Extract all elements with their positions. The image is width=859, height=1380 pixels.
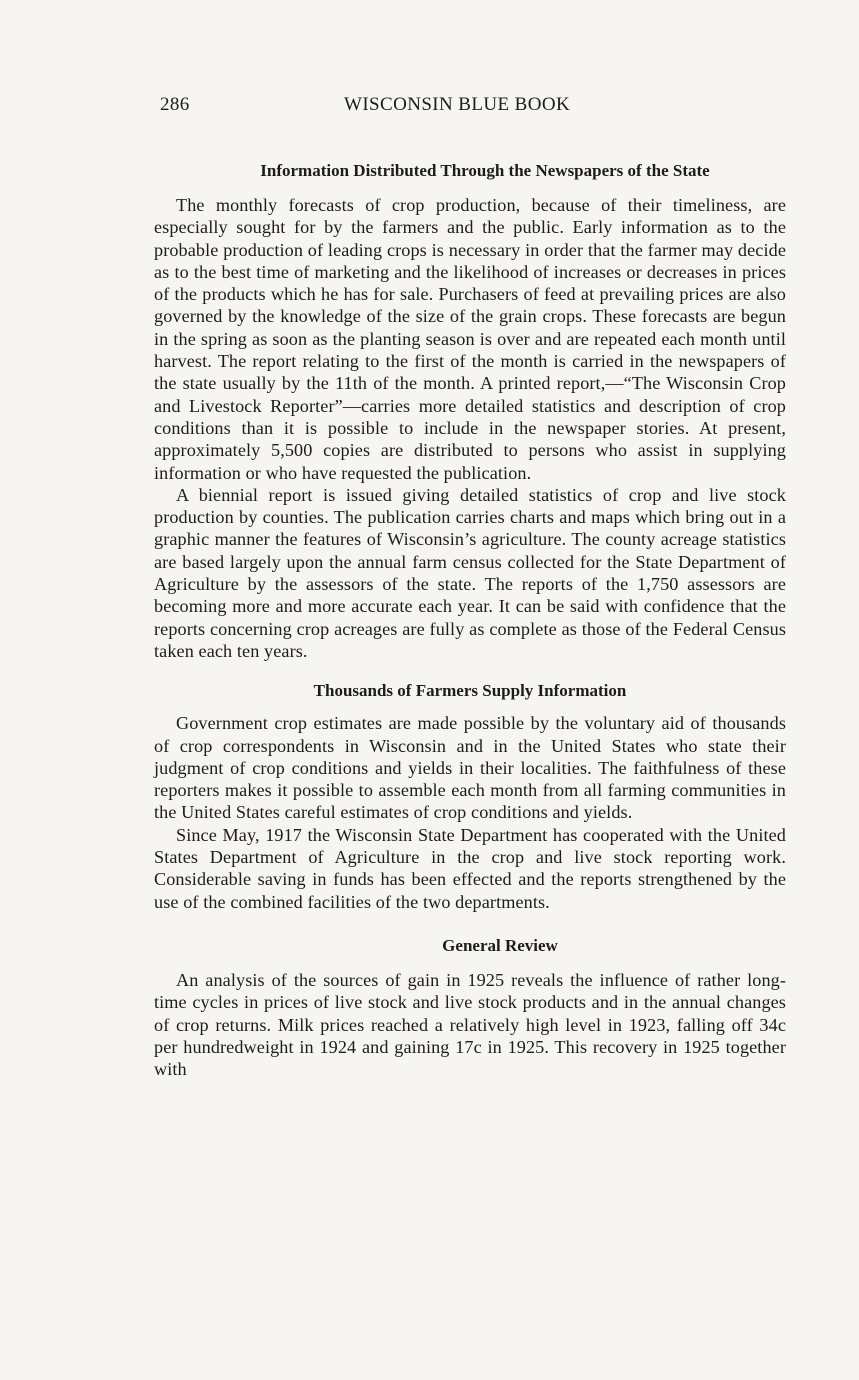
- running-title: WISCONSIN BLUE BOOK: [344, 94, 571, 115]
- section-heading-farmers: Thousands of Farmers Supply Information: [313, 681, 627, 701]
- page-number: 286: [160, 94, 190, 115]
- section-heading-general-review: General Review: [442, 935, 558, 955]
- paragraph: A biennial report is issued giving detailed statistics of crop and live stock production by counties. The publication carries charts and maps which bring out in a graphic manner the features of Wisconsin’s agriculture. The county acreage statistics are based largely upon the annual farm census collected for the State Department of Agriculture by the assessors of the state. The reports of the 1,750 assessors are becoming more and more accurate each year. It can be said with confidence that the reports concerning crop acreages are fully as complete as those of the Federal Census taken each ten years.: [154, 484, 786, 661]
- page-content: [154, 158, 786, 1080]
- paragraph: Since May, 1917 the Wisconsin State Department has cooperated with the United States Department of Agriculture in the crop and live stock reporting work. Considerable saving in funds has been effected and the reports strengthened by the use of the combined facilities of the two departments.: [154, 824, 786, 912]
- page-header: [160, 94, 784, 124]
- paragraph: An analysis of the sources of gain in 1925 reveals the influence of rather long-time cycles in prices of live stock and live stock products and in the annual changes of crop returns. Milk prices reached a relatively high level in 1923, falling off 34c per hundredweight in 1924 and gaining 17c in 1925. This recovery in 1925 together with: [154, 969, 786, 1080]
- section-heading-newspapers: Information Distributed Through the Newspapers of the State: [260, 161, 710, 180]
- paragraph: Government crop estimates are made possible by the voluntary aid of thousands of crop correspondents in Wisconsin and in the United States who state their judgment of crop conditions and yields in their localities. The faithfulness of these reporters makes it possible to assemble each month from all farming communities in the United States careful estimates of crop conditions and yields.: [154, 713, 786, 823]
- paragraph: The monthly forecasts of crop production, because of their timeliness, are especially sought for by the farmers and the public. Early information as to the probable production of leading crops is necessary in order that the farmer may decide as to the best time of marketing and the likelihood of increases or decreases in prices of the products which he has for sale. Purchasers of feed at prevailing prices are also governed by the knowledge of the size of the grain crops. These forecasts are begun in the spring as soon as the planting season is over and are repeated each month until harvest. The report relating to the first of the month is carried in the newspapers of the state usually by the 11th of the month. A printed report,—“The Wisconsin Crop and Livestock Reporter”—carries more detailed statistics and description of crop conditions than it is possible to include in the newspaper stories. At present, approximately 5,500 copies are distributed to persons who assist in supplying information or who have requested the publication.: [154, 195, 786, 483]
